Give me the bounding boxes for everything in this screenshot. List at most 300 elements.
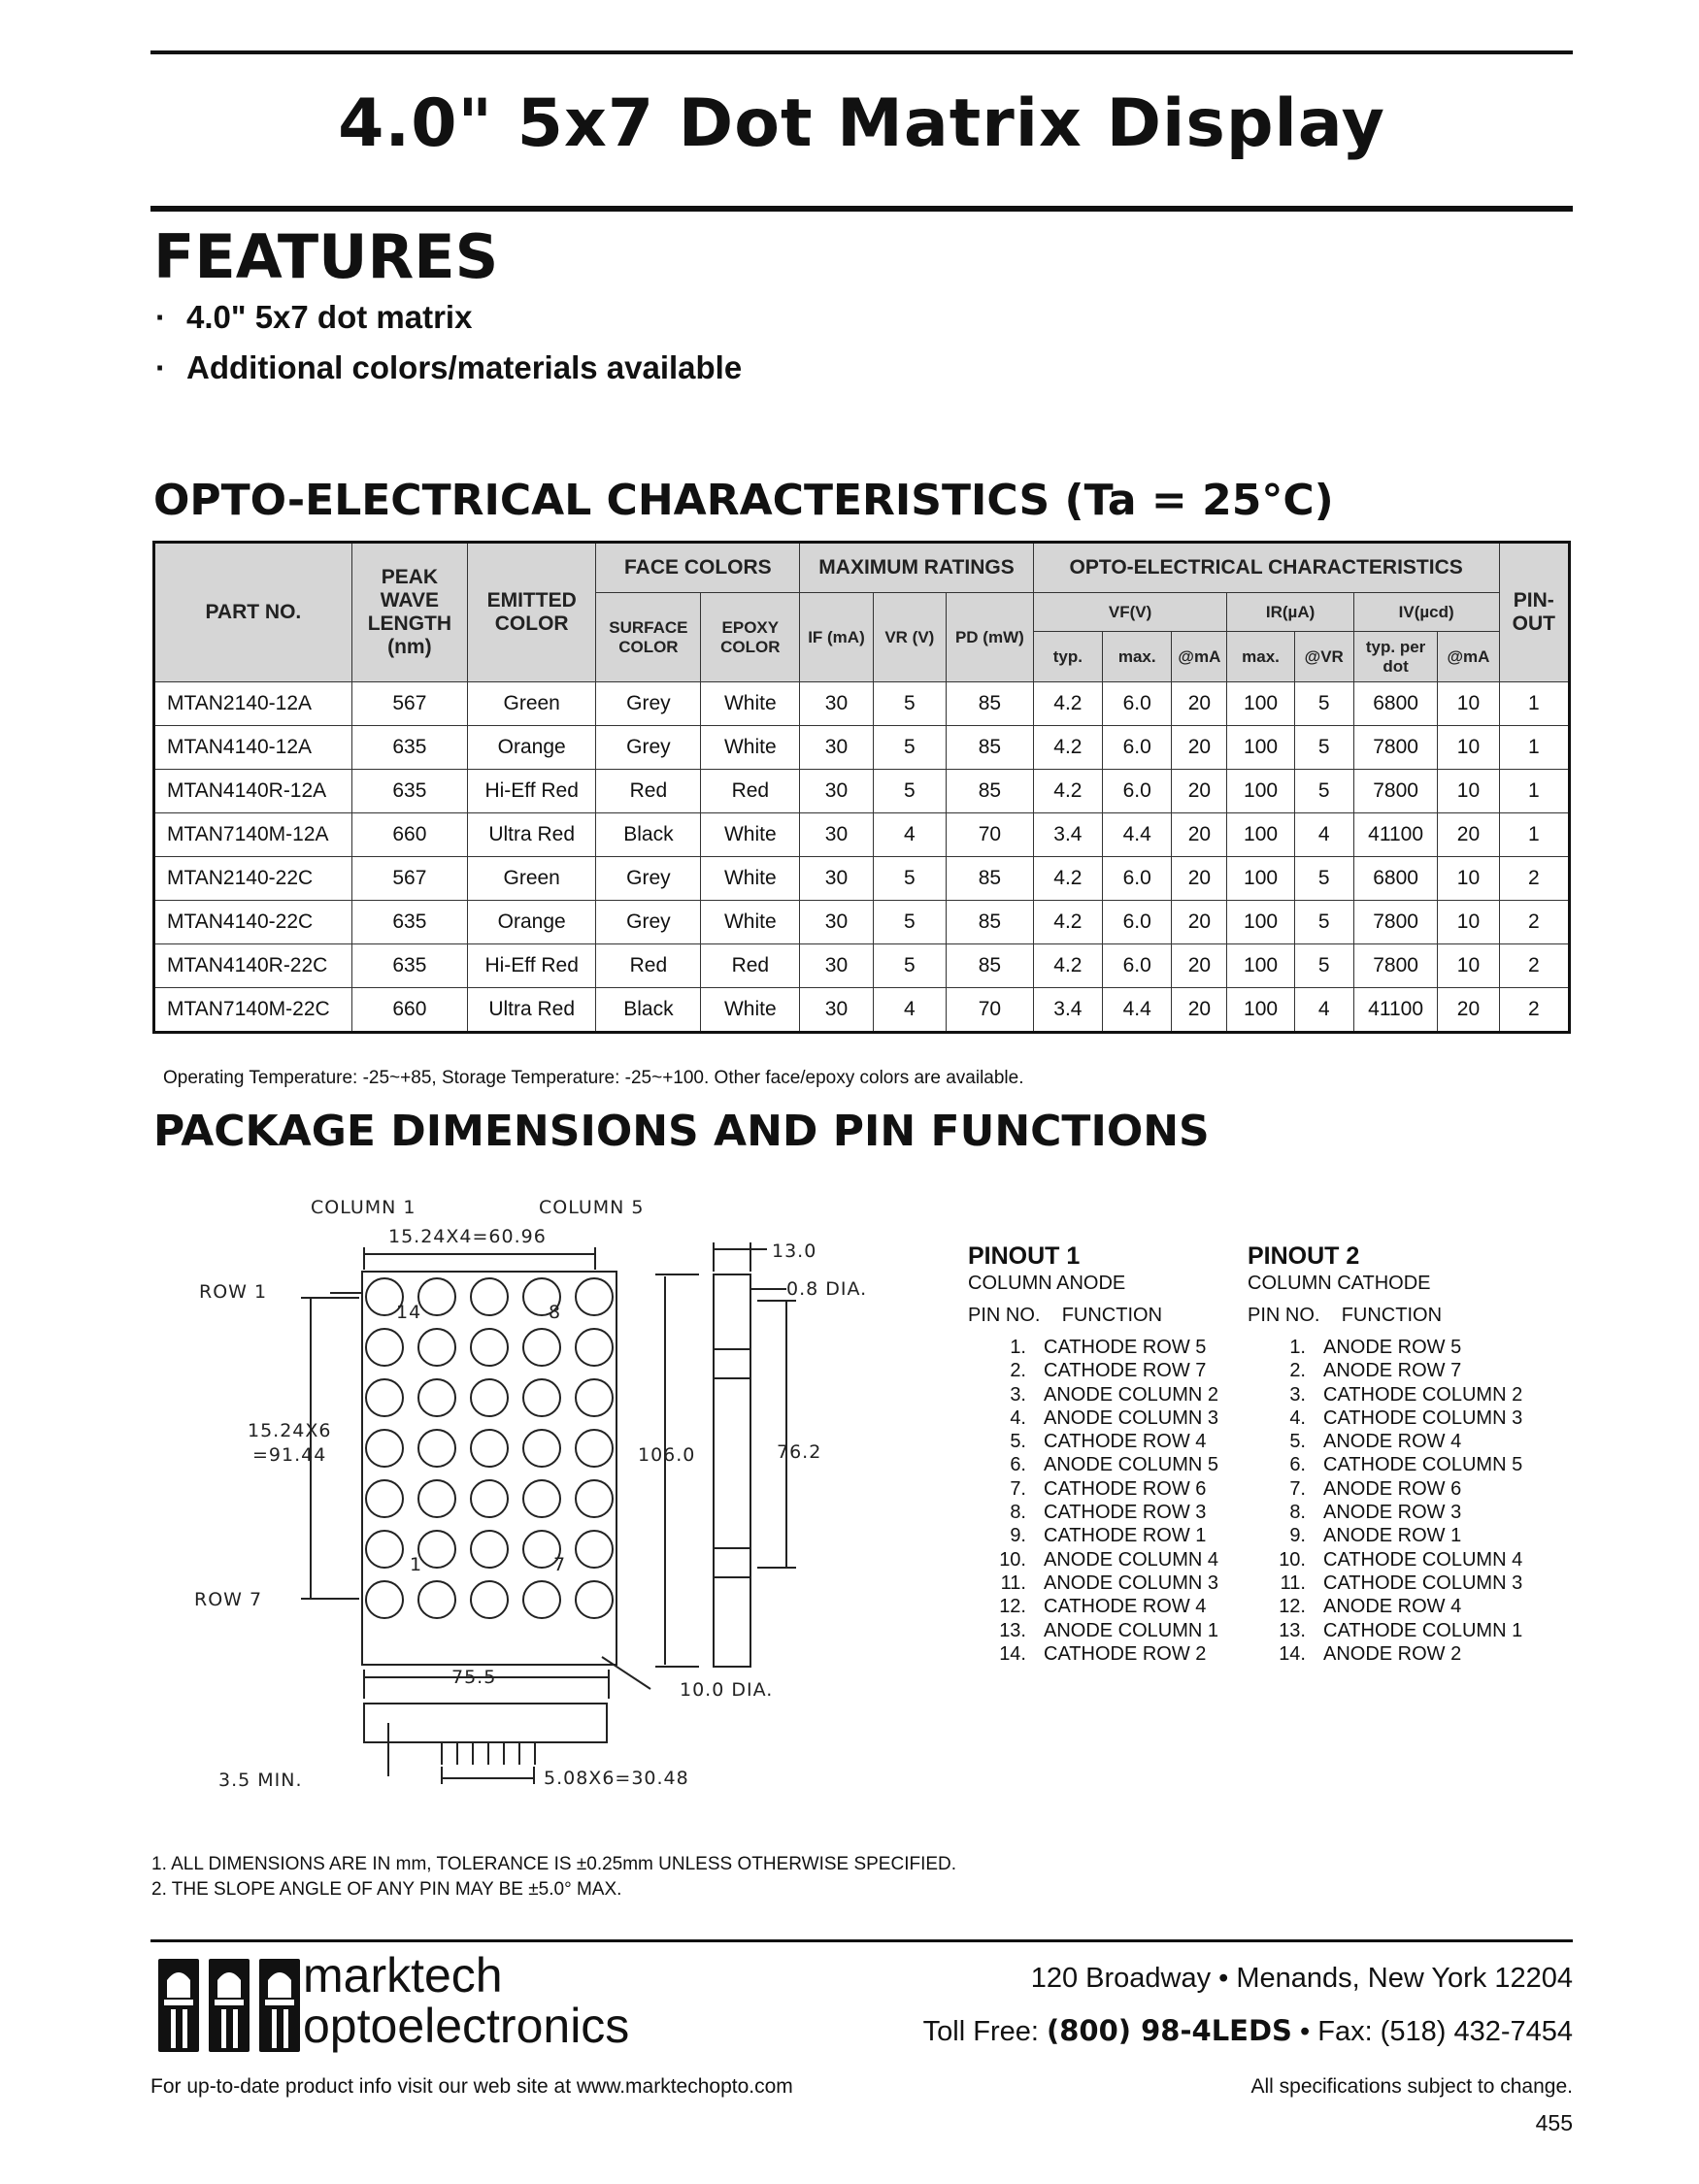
pin-function: ANODE ROW 1	[1323, 1525, 1462, 1547]
cell-ir-max: 100	[1227, 944, 1294, 988]
pin-function: ANODE ROW 7	[1323, 1360, 1462, 1382]
led-dot	[576, 1531, 613, 1568]
pin-number: 4.	[1289, 1406, 1306, 1429]
led-dot	[523, 1379, 560, 1416]
pin-function: CATHODE ROW 5	[1044, 1337, 1207, 1358]
cell-vf-max: 4.4	[1103, 813, 1172, 857]
company-contact	[923, 2014, 1573, 2048]
cell-ir-max: 100	[1227, 726, 1294, 770]
pinout-1-title: PINOUT 1	[968, 1242, 1081, 1270]
cell-pd: 85	[947, 682, 1034, 726]
cell-if: 30	[800, 944, 873, 988]
package-heading: PACKAGE DIMENSIONS AND PIN FUNCTIONS	[153, 1107, 1210, 1156]
pin-number: 5.	[1289, 1431, 1306, 1453]
pin-row	[968, 1478, 1218, 1502]
cell-vf-max: 6.0	[1103, 857, 1172, 901]
pin-row	[1248, 1572, 1522, 1596]
cell-peak-wavelength: 635	[351, 944, 467, 988]
led-dot	[576, 1480, 613, 1517]
cell-if: 30	[800, 770, 873, 813]
cell-iv-typ: 41100	[1353, 988, 1438, 1033]
display-face-outline	[362, 1272, 616, 1665]
label-min: 3.5 MIN.	[218, 1770, 303, 1791]
label-column-pitch: 15.24X4=60.96	[388, 1226, 547, 1247]
cell-part-no: MTAN4140-22C	[154, 901, 352, 944]
header-epoxy-color: EPOXY COLOR	[701, 593, 800, 682]
label-depth: 13.0	[772, 1241, 817, 1262]
cell-vr: 5	[873, 901, 946, 944]
cell-iv-at-ma: 20	[1438, 813, 1499, 857]
cell-iv-at-ma: 10	[1438, 726, 1499, 770]
cell-vf-at-ma: 20	[1172, 944, 1227, 988]
header-vr: VR (V)	[873, 593, 946, 682]
cell-epoxy-color: White	[701, 857, 800, 901]
cell-vr: 4	[873, 988, 946, 1033]
label-width: 75.5	[451, 1667, 497, 1688]
cell-vf-at-ma: 20	[1172, 770, 1227, 813]
cell-pd: 85	[947, 857, 1034, 901]
header-emitted-color: EMITTED COLOR	[467, 543, 595, 682]
feature-item	[155, 299, 472, 336]
cell-vf-max: 6.0	[1103, 901, 1172, 944]
cell-if: 30	[800, 901, 873, 944]
led-dot	[471, 1430, 508, 1467]
table-row	[154, 988, 1570, 1033]
cell-part-no: MTAN4140R-22C	[154, 944, 352, 988]
cell-surface-color: Red	[596, 944, 701, 988]
pin-function: ANODE ROW 5	[1323, 1337, 1462, 1358]
feature-text: 4.0" 5x7 dot matrix	[186, 299, 473, 335]
label-row-1: ROW 1	[199, 1281, 268, 1303]
pin-number: 1.	[1289, 1337, 1306, 1358]
label-pin-1: 1	[410, 1554, 423, 1575]
pin-row	[1248, 1407, 1522, 1431]
pin-row	[968, 1407, 1218, 1431]
pin-row	[968, 1502, 1218, 1525]
cell-iv-at-ma: 10	[1438, 857, 1499, 901]
cell-pin-out: 1	[1499, 726, 1569, 770]
cell-emitted-color: Orange	[467, 726, 595, 770]
pin-row	[968, 1454, 1218, 1477]
cell-part-no: MTAN2140-12A	[154, 682, 352, 726]
cell-surface-color: Grey	[596, 726, 701, 770]
cell-iv-typ: 6800	[1353, 857, 1438, 901]
pin-function: CATHODE ROW 7	[1044, 1360, 1207, 1382]
cell-if: 30	[800, 988, 873, 1033]
pinout-1-subtitle: COLUMN ANODE	[968, 1273, 1126, 1294]
cell-peak-wavelength: 635	[351, 726, 467, 770]
led-dot	[418, 1278, 455, 1315]
cell-part-no: MTAN4140-12A	[154, 726, 352, 770]
cell-vf-at-ma: 20	[1172, 682, 1227, 726]
pin-number: 7.	[1289, 1477, 1306, 1500]
cell-vf-typ: 4.2	[1033, 901, 1102, 944]
pinout-1	[968, 1242, 1218, 1667]
led-dot	[471, 1581, 508, 1618]
page-title: 4.0" 5x7 Dot Matrix Display	[338, 85, 1385, 162]
cell-pin-out: 2	[1499, 944, 1569, 988]
table-row	[154, 682, 1570, 726]
cell-vf-max: 6.0	[1103, 726, 1172, 770]
cell-surface-color: Black	[596, 988, 701, 1033]
cell-peak-wavelength: 635	[351, 901, 467, 944]
header-vf-at-ma: @mA	[1172, 632, 1227, 682]
cell-part-no: MTAN7140M-22C	[154, 988, 352, 1033]
cell-pin-out: 2	[1499, 857, 1569, 901]
cell-if: 30	[800, 682, 873, 726]
pin-function: CATHODE COLUMN 1	[1323, 1619, 1523, 1641]
cell-pd: 85	[947, 901, 1034, 944]
cell-iv-at-ma: 10	[1438, 682, 1499, 726]
cell-emitted-color: Hi-Eff Red	[467, 944, 595, 988]
cell-vf-at-ma: 20	[1172, 813, 1227, 857]
cell-vf-typ: 3.4	[1033, 988, 1102, 1033]
cell-if: 30	[800, 813, 873, 857]
pin-number: 14.	[999, 1642, 1026, 1665]
cell-ir-at-vr: 4	[1294, 988, 1353, 1033]
cell-ir-at-vr: 5	[1294, 770, 1353, 813]
pin-row	[1248, 1525, 1522, 1548]
cell-peak-wavelength: 660	[351, 813, 467, 857]
cell-vf-at-ma: 20	[1172, 857, 1227, 901]
pin-row	[1248, 1337, 1522, 1360]
cell-surface-color: Red	[596, 770, 701, 813]
cell-vf-max: 6.0	[1103, 944, 1172, 988]
pin-row	[1248, 1360, 1522, 1383]
pin-row	[968, 1596, 1218, 1619]
footer-rule	[150, 1939, 1573, 1942]
cell-epoxy-color: White	[701, 901, 800, 944]
header-peak-wavelength: PEAK WAVE LENGTH (nm)	[351, 543, 467, 682]
cell-ir-max: 100	[1227, 988, 1294, 1033]
pin-row	[968, 1572, 1218, 1596]
cell-vr: 5	[873, 770, 946, 813]
pin-row	[1248, 1549, 1522, 1572]
header-surface-color: SURFACE COLOR	[596, 593, 701, 682]
pin-no-header: PIN NO.	[968, 1305, 1041, 1326]
brand-name-line-2: optoelectronics	[303, 1999, 630, 2053]
cell-if: 30	[800, 726, 873, 770]
cell-vf-typ: 4.2	[1033, 857, 1102, 901]
led-dot	[471, 1379, 508, 1416]
led-dot	[523, 1581, 560, 1618]
label-pin-pitch: 5.08X6=30.48	[544, 1768, 689, 1789]
header-pin-out: PIN-OUT	[1499, 543, 1569, 682]
cell-vr: 4	[873, 813, 946, 857]
label-row-7: ROW 7	[194, 1589, 263, 1610]
led-dot	[576, 1329, 613, 1366]
pin-legs	[442, 1742, 535, 1765]
pin-number: 3.	[1289, 1383, 1306, 1406]
header-face-colors: FACE COLORS	[596, 543, 800, 593]
pin-function: CATHODE COLUMN 2	[1323, 1383, 1523, 1406]
led-dot	[576, 1379, 613, 1416]
cell-part-no: MTAN7140M-12A	[154, 813, 352, 857]
label-inner-height: 76.2	[777, 1441, 822, 1463]
function-header: FUNCTION	[1341, 1305, 1443, 1326]
led-dot	[523, 1480, 560, 1517]
pin-number: 5.	[1010, 1431, 1026, 1453]
pin-row	[968, 1337, 1218, 1360]
spec-disclaimer: All specifications subject to change.	[1250, 2075, 1573, 2098]
note-line: 2. THE SLOPE ANGLE OF ANY PIN MAY BE ±5.0° MAX.	[151, 1879, 622, 1900]
pin-row	[968, 1360, 1218, 1383]
table-row	[154, 813, 1570, 857]
header-ir: IR(µA)	[1227, 593, 1353, 632]
cell-pd: 70	[947, 813, 1034, 857]
pin-function: ANODE ROW 4	[1323, 1596, 1462, 1618]
cell-iv-typ: 6800	[1353, 682, 1438, 726]
cell-vf-at-ma: 20	[1172, 726, 1227, 770]
cell-iv-typ: 7800	[1353, 770, 1438, 813]
header-pd: PD (mW)	[947, 593, 1034, 682]
bullet: ·	[155, 349, 166, 385]
pinout-2	[1248, 1242, 1522, 1667]
pin-number: 13.	[999, 1619, 1026, 1641]
pin-number: 10.	[1279, 1548, 1306, 1571]
pinout-2-title: PINOUT 2	[1248, 1242, 1360, 1270]
led-dot	[523, 1430, 560, 1467]
table-row	[154, 944, 1570, 988]
led-dot	[471, 1531, 508, 1568]
cell-part-no: MTAN4140R-12A	[154, 770, 352, 813]
pin-number: 11.	[1000, 1572, 1026, 1594]
pin-function: ANODE COLUMN 5	[1044, 1454, 1219, 1476]
cell-iv-typ: 7800	[1353, 944, 1438, 988]
label-height: 106.0	[638, 1444, 696, 1466]
pin-function: CATHODE COLUMN 4	[1323, 1548, 1523, 1571]
pin-function: ANODE ROW 4	[1323, 1431, 1462, 1453]
header-iv-typ-per-dot: typ. per dot	[1353, 632, 1438, 682]
header-ir-max: max.	[1227, 632, 1294, 682]
cell-part-no: MTAN2140-22C	[154, 857, 352, 901]
cell-pd: 85	[947, 726, 1034, 770]
cell-vr: 5	[873, 944, 946, 988]
cell-vf-typ: 3.4	[1033, 813, 1102, 857]
dimension-notes	[151, 1852, 956, 1903]
cell-vr: 5	[873, 857, 946, 901]
led-dot	[418, 1581, 455, 1618]
pin-row	[968, 1431, 1218, 1454]
company-address: 120 Broadway • Menands, New York 12204	[1030, 1963, 1573, 1994]
cell-epoxy-color: White	[701, 682, 800, 726]
pin-row	[968, 1549, 1218, 1572]
cell-surface-color: Grey	[596, 857, 701, 901]
led-dot	[418, 1379, 455, 1416]
spec-table	[152, 541, 1571, 1034]
cell-emitted-color: Ultra Red	[467, 988, 595, 1033]
label-column-5: COLUMN 5	[539, 1197, 645, 1218]
cell-peak-wavelength: 660	[351, 988, 467, 1033]
pinout-2-list	[1248, 1337, 1522, 1667]
pin-function: CATHODE ROW 2	[1044, 1642, 1207, 1665]
pin-number: 8.	[1289, 1502, 1306, 1524]
feature-text: Additional colors/materials available	[186, 349, 743, 385]
cell-ir-max: 100	[1227, 770, 1294, 813]
brand-name-line-1: marktech	[303, 1948, 503, 2002]
led-dot	[471, 1278, 508, 1315]
pin-function: CATHODE ROW 3	[1044, 1502, 1207, 1524]
pin-row	[1248, 1596, 1522, 1619]
pinout-1-list	[968, 1337, 1218, 1667]
pin-number: 3.	[1010, 1383, 1026, 1406]
feature-item	[155, 349, 742, 386]
label-dot-dia: 10.0 DIA.	[680, 1679, 774, 1701]
cell-ir-max: 100	[1227, 682, 1294, 726]
pin-number: 4.	[1010, 1406, 1026, 1429]
cell-peak-wavelength: 635	[351, 770, 467, 813]
pin-function: ANODE COLUMN 2	[1044, 1383, 1219, 1406]
label-column-1: COLUMN 1	[311, 1197, 416, 1218]
header-part-no: PART NO.	[154, 543, 352, 682]
label-row-pitch-total: =91.44	[252, 1444, 327, 1466]
cell-iv-typ: 7800	[1353, 901, 1438, 944]
table-note: Operating Temperature: -25~+85, Storage Temperature: -25~+100. Other face/epoxy colors are available.	[163, 1068, 1024, 1088]
led-dot	[471, 1329, 508, 1366]
cell-iv-typ: 41100	[1353, 813, 1438, 857]
pin-number: 13.	[1279, 1619, 1306, 1641]
fax-number: • Fax: (518) 432-7454	[1300, 2016, 1573, 2047]
pin-function: ANODE ROW 2	[1323, 1642, 1462, 1665]
cell-emitted-color: Ultra Red	[467, 813, 595, 857]
header-vf-max: max.	[1103, 632, 1172, 682]
cell-vf-max: 4.4	[1103, 988, 1172, 1033]
led-dot	[576, 1278, 613, 1315]
led-dot	[418, 1329, 455, 1366]
pinout-2-subtitle: COLUMN CATHODE	[1248, 1273, 1431, 1294]
pin-row	[1248, 1454, 1522, 1477]
cell-surface-color: Black	[596, 813, 701, 857]
cell-ir-at-vr: 5	[1294, 726, 1353, 770]
pin-row	[1248, 1620, 1522, 1643]
pin-row	[1248, 1478, 1522, 1502]
cell-ir-max: 100	[1227, 857, 1294, 901]
cell-peak-wavelength: 567	[351, 682, 467, 726]
cell-ir-at-vr: 5	[1294, 944, 1353, 988]
pin-row	[968, 1384, 1218, 1407]
cell-vf-at-ma: 20	[1172, 988, 1227, 1033]
header-vf: VF(V)	[1033, 593, 1227, 632]
cell-vf-typ: 4.2	[1033, 770, 1102, 813]
pin-number: 2.	[1010, 1360, 1026, 1382]
cell-ir-at-vr: 5	[1294, 857, 1353, 901]
cell-iv-at-ma: 10	[1438, 901, 1499, 944]
cell-vr: 5	[873, 726, 946, 770]
pin-row	[1248, 1643, 1522, 1667]
pin-no-header: PIN NO.	[1248, 1305, 1320, 1326]
cell-ir-at-vr: 5	[1294, 901, 1353, 944]
pin-row	[1248, 1502, 1522, 1525]
header-iv-at-ma: @mA	[1438, 632, 1499, 682]
header-iv: IV(µcd)	[1353, 593, 1499, 632]
pin-number: 6.	[1010, 1454, 1026, 1476]
function-header: FUNCTION	[1061, 1305, 1163, 1326]
cell-if: 30	[800, 857, 873, 901]
package-drawing	[155, 1184, 913, 1815]
pin-function: CATHODE ROW 6	[1044, 1477, 1207, 1500]
cell-epoxy-color: White	[701, 813, 800, 857]
table-row	[154, 726, 1570, 770]
pin-number: 9.	[1010, 1525, 1026, 1547]
pin-function: ANODE COLUMN 3	[1044, 1572, 1219, 1594]
cell-pd: 70	[947, 988, 1034, 1033]
pin-function: ANODE COLUMN 4	[1044, 1548, 1219, 1571]
pin-row	[1248, 1384, 1522, 1407]
pin-function: ANODE COLUMN 3	[1044, 1406, 1219, 1429]
led-dot	[523, 1329, 560, 1366]
spec-table-body	[154, 682, 1570, 1033]
cell-ir-max: 100	[1227, 901, 1294, 944]
pin-function: CATHODE COLUMN 3	[1323, 1406, 1523, 1429]
pin-number: 10.	[999, 1548, 1026, 1571]
led-dot	[366, 1379, 403, 1416]
led-dot	[366, 1581, 403, 1618]
cell-emitted-color: Hi-Eff Red	[467, 770, 595, 813]
cell-iv-typ: 7800	[1353, 726, 1438, 770]
cell-peak-wavelength: 567	[351, 857, 467, 901]
label-pin-8: 8	[549, 1302, 562, 1323]
dot-grid	[366, 1278, 613, 1618]
cell-emitted-color: Green	[467, 682, 595, 726]
features-heading: FEATURES	[153, 221, 499, 292]
pin-function: ANODE COLUMN 1	[1044, 1619, 1219, 1641]
pin-function: CATHODE ROW 4	[1044, 1431, 1207, 1453]
cell-epoxy-color: White	[701, 726, 800, 770]
side-view-outline	[714, 1274, 750, 1667]
pin-number: 11.	[1280, 1572, 1306, 1594]
pin-number: 7.	[1010, 1477, 1026, 1500]
header-vf-typ: typ.	[1033, 632, 1102, 682]
page-number: 455	[1535, 2110, 1573, 2135]
cell-pin-out: 1	[1499, 682, 1569, 726]
cell-vf-max: 6.0	[1103, 682, 1172, 726]
pin-number: 9.	[1289, 1525, 1306, 1547]
cell-ir-at-vr: 4	[1294, 813, 1353, 857]
cell-surface-color: Grey	[596, 901, 701, 944]
pin-number: 12.	[999, 1596, 1026, 1618]
label-pin-7: 7	[553, 1554, 567, 1575]
pin-function: CATHODE ROW 1	[1044, 1525, 1207, 1547]
top-rule	[150, 50, 1573, 54]
pin-number: 1.	[1010, 1337, 1026, 1358]
cell-pd: 85	[947, 770, 1034, 813]
label-small-dia: 0.8 DIA.	[786, 1278, 868, 1300]
cell-vf-max: 6.0	[1103, 770, 1172, 813]
cell-epoxy-color: Red	[701, 944, 800, 988]
pin-row	[968, 1643, 1218, 1667]
led-dot	[366, 1430, 403, 1467]
led-dot	[366, 1531, 403, 1568]
cell-pin-out: 2	[1499, 988, 1569, 1033]
pin-number: 12.	[1279, 1596, 1306, 1618]
table-row	[154, 857, 1570, 901]
header-ir-at-vr: @VR	[1294, 632, 1353, 682]
cell-ir-at-vr: 5	[1294, 682, 1353, 726]
led-dot	[366, 1480, 403, 1517]
pin-function: CATHODE COLUMN 3	[1323, 1572, 1523, 1594]
header-if: IF (mA)	[800, 593, 873, 682]
cell-epoxy-color: Red	[701, 770, 800, 813]
cell-vf-typ: 4.2	[1033, 682, 1102, 726]
pin-row	[968, 1525, 1218, 1548]
cell-vf-typ: 4.2	[1033, 726, 1102, 770]
cell-pin-out: 2	[1499, 901, 1569, 944]
table-row	[154, 901, 1570, 944]
note-line: 1. ALL DIMENSIONS ARE IN mm, TOLERANCE IS ±0.25mm UNLESS OTHERWISE SPECIFIED.	[151, 1854, 957, 1874]
led-dot	[471, 1480, 508, 1517]
cell-emitted-color: Orange	[467, 901, 595, 944]
led-dot	[366, 1329, 403, 1366]
